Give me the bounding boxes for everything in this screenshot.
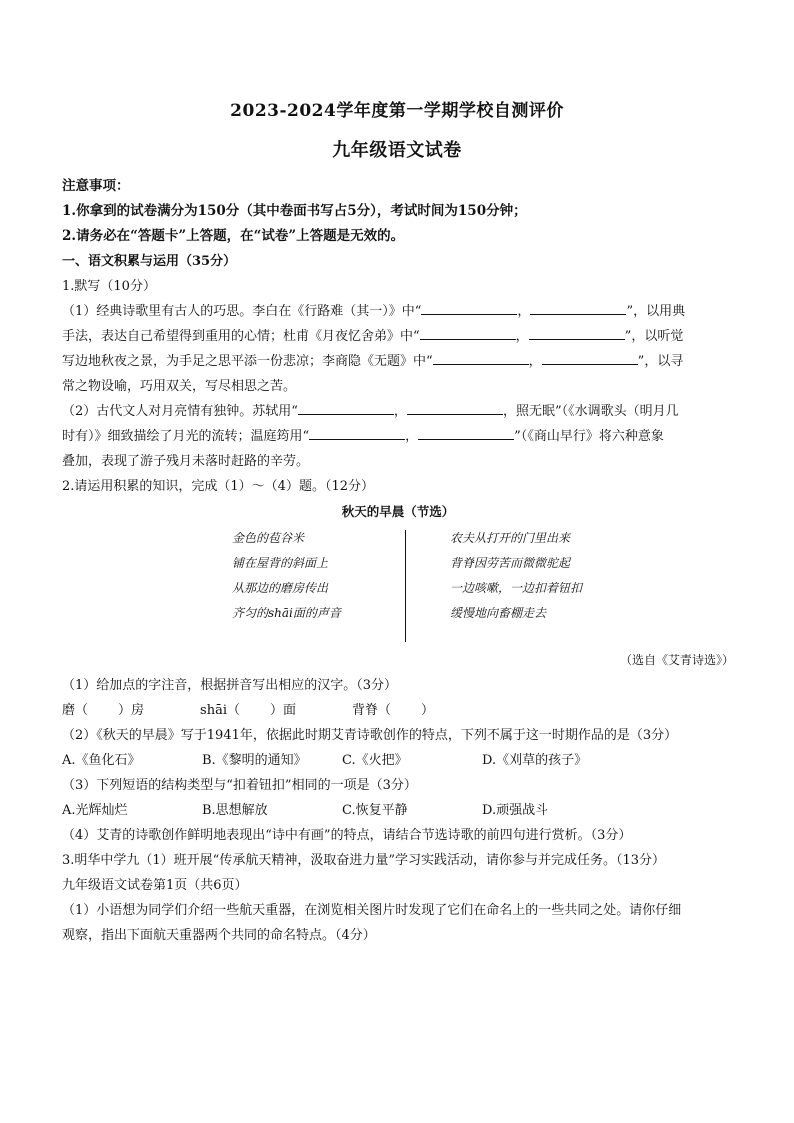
answer-blank[interactable] xyxy=(407,401,503,415)
poem-left-column xyxy=(232,526,341,626)
q2-sub2-options xyxy=(62,748,734,773)
q1-text: （1）经典诗歌里有古人的巧思。李白在《行路难（其一）》中“ xyxy=(62,304,422,319)
poem-line: 齐匀的shāi面的声音 xyxy=(232,606,341,620)
q2-sub2: （2）《秋天的早晨》写于1941年，依据此时期艾青诗歌创作的特点，下列不属于这一时期作品的是（3分） xyxy=(62,728,678,743)
poem-line: 铺在屋背的斜面上 xyxy=(232,556,329,570)
q2-sub1: （1）给加点的字注音，根据拼音写出相应的汉字。（3分） xyxy=(62,678,398,693)
option-d[interactable]: D.顽强战斗 xyxy=(482,803,549,818)
q2-sub4: （4）艾青的诗歌创作鲜明地表现出“诗中有画”的特点，请结合节选诗歌的前四句进行赏析。（3分） xyxy=(62,828,632,843)
q1-part1-line1 xyxy=(62,299,734,324)
pinyin-item: ） xyxy=(421,703,435,718)
pinyin-item: ）房 xyxy=(118,703,145,718)
exam-content xyxy=(62,174,734,948)
q1-part1-line3 xyxy=(62,349,734,374)
q1-label: 1.默写（10分） xyxy=(62,279,156,294)
answer-blank[interactable] xyxy=(309,426,405,440)
option-b[interactable]: B.《黎明的通知》 xyxy=(202,753,307,768)
option-b[interactable]: B.思想解放 xyxy=(202,803,268,818)
q1-text: 时有）》细致描绘了月光的流转；温庭筠用“ xyxy=(62,429,310,444)
answer-blank[interactable] xyxy=(420,326,516,340)
answer-blank[interactable] xyxy=(418,426,514,440)
poem-line: 缓慢地向畜棚走去 xyxy=(450,606,547,620)
q2-sub3: （3）下列短语的结构类型与“扣着钮扣”相同的一项是（3分） xyxy=(62,778,417,793)
q3-label: 3.明华中学九（1）班开展“传承航天精神，汲取奋进力量”学习实践活动，请你参与并完成任务。（13分） xyxy=(62,853,666,868)
option-a[interactable]: A.《鱼化石》 xyxy=(62,753,141,768)
q3-sub1-line1: （1）小语想为同学们介绍一些航天重器，在浏览相关图片时发现了它们在命名上的一些共同之处。请你仔细 xyxy=(62,903,682,918)
section1-heading: 一、语文积累与运用（35分） xyxy=(62,254,237,269)
q1-text: ， xyxy=(517,304,531,319)
q1-text: ， xyxy=(515,329,529,344)
q1-text: ”，以用典 xyxy=(626,304,686,319)
exam-subtitle: 九年级语文试卷 xyxy=(332,140,462,161)
poem-line: 从那边的磨房传出 xyxy=(232,581,329,595)
option-a[interactable]: A.光辉灿烂 xyxy=(62,803,128,818)
pinyin-item: shāi（ xyxy=(200,703,240,718)
poem-title: 秋天的早晨（节选） xyxy=(341,504,455,519)
answer-blank[interactable] xyxy=(433,351,529,365)
poem-line: 背脊因劳苦而微微驼起 xyxy=(450,556,571,570)
answer-blank[interactable] xyxy=(542,351,638,365)
option-d[interactable]: D.《刈草的孩子》 xyxy=(482,753,588,768)
answer-blank[interactable] xyxy=(529,326,625,340)
answer-blank[interactable] xyxy=(530,301,626,315)
page-footer: 九年级语文试卷第1页（共6页） xyxy=(62,878,248,893)
q1-text: 手法，表达自己希望得到重用的心情；杜甫《月夜忆舍弟》中“ xyxy=(62,329,420,344)
q1-text: ”（《商山早行》将六种意象 xyxy=(514,429,664,444)
poem-source: （选自《艾青诗选》） xyxy=(619,653,734,667)
poem-line: 农夫从打开的门里出来 xyxy=(450,531,571,545)
option-c[interactable]: C.《火把》 xyxy=(342,753,408,768)
q1-text: 写边地秋夜之景，为手足之思平添一份悲凉；李商隐《无题》中“ xyxy=(62,354,433,369)
notice-heading: 注意事项： xyxy=(62,178,130,194)
q1-text: ”，以听觉 xyxy=(624,329,684,344)
poem-body xyxy=(62,526,734,648)
q1-part1-line2 xyxy=(62,324,734,349)
q1-text: ，照无眠”（《水调歌头（明月几 xyxy=(502,404,679,419)
poem-line: 金色的苞谷米 xyxy=(232,531,305,545)
answer-blank[interactable] xyxy=(298,401,394,415)
q1-part2-line3: 叠加，表现了游子残月未落时赶路的辛劳。 xyxy=(62,454,310,469)
q1-text: （2）古代文人对月亮情有独钟。苏轼用“ xyxy=(62,404,298,419)
poem-divider xyxy=(405,530,406,642)
q2-sub1-items xyxy=(62,698,734,723)
q3-sub1-line2: 观察，指出下面航天重器两个共同的命名特点。（4分） xyxy=(62,928,376,943)
option-c[interactable]: C.恢复平静 xyxy=(342,803,408,818)
q1-part2-line1 xyxy=(62,399,734,424)
notice-item-2: 2.请务必在“答题卡”上答题，在“试卷”上答题是无效的。 xyxy=(62,228,405,244)
q2-sub3-options xyxy=(62,798,734,823)
pinyin-item: 背脊（ xyxy=(352,703,392,718)
poem-line: 一边咳嗽，一边扣着钮扣 xyxy=(450,581,583,595)
notice-item-1: 1.你拿到的试卷满分为150分（其中卷面书写占5分），考试时间为150分钟； xyxy=(62,203,527,219)
q1-text: ， xyxy=(405,429,419,444)
q1-part1-line4: 常之物设喻，巧用双关，写尽相思之苦。 xyxy=(62,379,297,394)
q1-part2-line2 xyxy=(62,424,734,449)
pinyin-item: 磨（ xyxy=(62,703,89,718)
q1-text: ， xyxy=(393,404,407,419)
q2-label: 2.请运用积累的知识，完成（1）～（4）题。（12分） xyxy=(62,479,374,494)
answer-blank[interactable] xyxy=(421,301,517,315)
q1-text: ， xyxy=(528,354,542,369)
exam-title: 2023-2024学年度第一学期学校自测评价 xyxy=(230,101,564,121)
q1-text: ”，以寻 xyxy=(637,354,684,369)
poem-right-column xyxy=(450,526,582,626)
pinyin-item: ）面 xyxy=(269,703,296,718)
